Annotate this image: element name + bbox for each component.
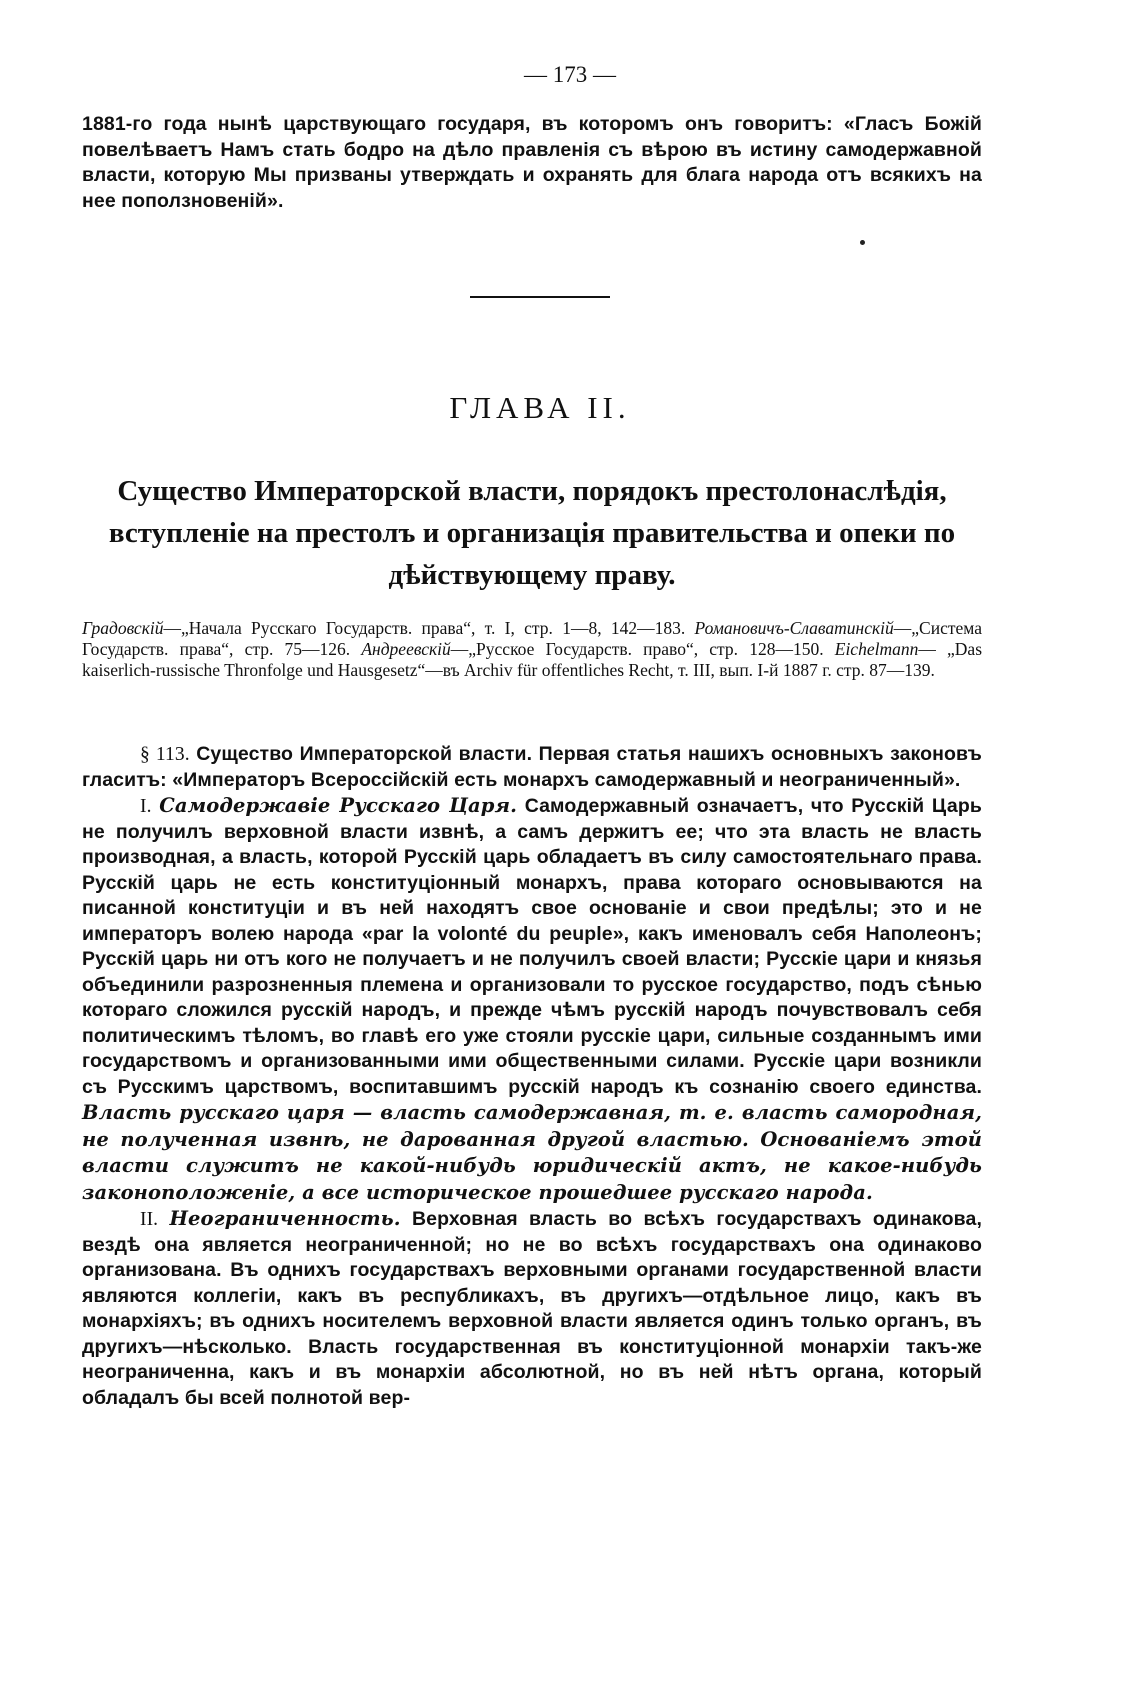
stray-dot (860, 240, 865, 245)
section-title: Существо Императорской власти. (196, 743, 533, 765)
ref-author-2: Романовичъ-Славатинскiй (694, 618, 894, 638)
ref-author-4: Eichelmann (834, 639, 919, 659)
chapter-title: Существо Императорской власти, порядокъ престолонаслѣдiя, вступленiе на престолъ и организацiя правительства и опеки по дѣйствующему праву. (108, 475, 956, 591)
references (82, 618, 982, 681)
paragraph-2-italic: Власть русскаго царя — власть самодержавная, т. е. власть самородная, не полученная извнѣ, не дарованная другой властью. Основанiемъ этой власти служитъ не какой-нибудь юридическiй актъ, не какое-нибудь законоположенiе, а все историческое прошедшее русскаго народа. (82, 1101, 982, 1204)
ref-text-4: — „Das kaiserlich-russische Thronfolge und Hausgesetz“—въ Archiv für offentliches Recht, т. III, вып. I-й 1887 г. стр. 87—139. (82, 639, 982, 680)
paragraph-3-label: II. (140, 1209, 159, 1230)
ref-text-1: —„Начала Русскаго Государств. права“, т. I, стр. 1—8, 142—183. (163, 618, 686, 638)
ref-author-3: Андреевскiй (361, 639, 451, 659)
paragraph-1-text: Первая статья нашихъ основныхъ законовъ гласитъ: «Императоръ Всероссiйскiй есть монархъ самодержавный и неограниченный». (82, 743, 982, 791)
paragraph-2 (82, 793, 982, 1206)
chapter-heading: ГЛАВА II. (449, 390, 631, 425)
section-body (82, 742, 982, 1411)
paragraph-3-title: Неограниченность. (169, 1207, 401, 1230)
paragraph-1 (82, 742, 982, 793)
ref-author-1: Градовскiй (82, 618, 164, 638)
paragraph-2-text: Самодержавный означаетъ, что Русскiй Царь не получилъ верховной власти извнѣ, а самъ держитъ ее; что эта власть не власть производная, а власть, которой Русскiй царь обладаетъ въ силу самостоятельнаго права. Русскiй царь не есть конституцiонный монархъ, права котораго основываются на писанной конституцiи и въ ней находятъ свое основанiе и свои предѣлы; это и не императоръ волею народа «par la volonté du peuple», какъ именовалъ себя Наполеонъ; Русскiй царь ни отъ кого не получаетъ и не получилъ своей власти; Русскiе цари и князья объединили разрозненныя племена и организовали то русское государство, подъ сѣнью котораго сложился русскiй народъ, и прежде чѣмъ русскiй народъ почувствовалъ себя политическимъ тѣломъ, во главѣ его уже стояли русскiе цари, сильные созданнымъ ими государствомъ и организованными ими общественными силами. Русскiе цари возникли съ Русскимъ царствомъ, воспитавшимъ русскiй народъ къ сознанiю своего единства. (82, 795, 982, 1098)
intro-paragraph: 1881-го года нынѣ царствующаго государя, въ которомъ онъ говоритъ: «Гласъ Божiй повелѣваетъ Намъ стать бодро на дѣло правленiя съ вѣрою въ истину самодержавной власти, которую Мы призваны утверждать и охранять для блага народа отъ всякихъ на нее поползновенiй». (82, 113, 982, 212)
section-divider (470, 296, 610, 298)
paragraph-2-title: Самодержавiе Русскаго Царя. (159, 794, 518, 817)
section-number: § 113. (140, 744, 190, 765)
paragraph-2-label: I. (140, 796, 152, 817)
paragraph-3-text: Верховная власть во всѣхъ государствахъ одинакова, вездѣ она является неограниченной; но не во всѣхъ государствахъ она одинаково организована. Въ однихъ государствахъ верховными органами государственной власти являются коллегiи, какъ въ республикахъ, въ другихъ—отдѣльное лицо, какъ въ монархiяхъ; въ однихъ носителемъ верховной власти является одинъ только органъ, въ другихъ—нѣсколько. Власть государственная въ конституцiонной монархiи такъ-же неограниченна, какъ и въ монархiи абсолютной, но въ ней нѣтъ органа, который обладалъ бы всей полнотой вер- (82, 1208, 982, 1409)
paragraph-3 (82, 1206, 982, 1411)
page-number: — 173 — (524, 62, 616, 87)
ref-text-3: —„Русское Государств. право“, стр. 128—150. (450, 639, 824, 659)
ref-text-2: —„Система Государств. права“, стр. 75—126. (82, 618, 982, 659)
